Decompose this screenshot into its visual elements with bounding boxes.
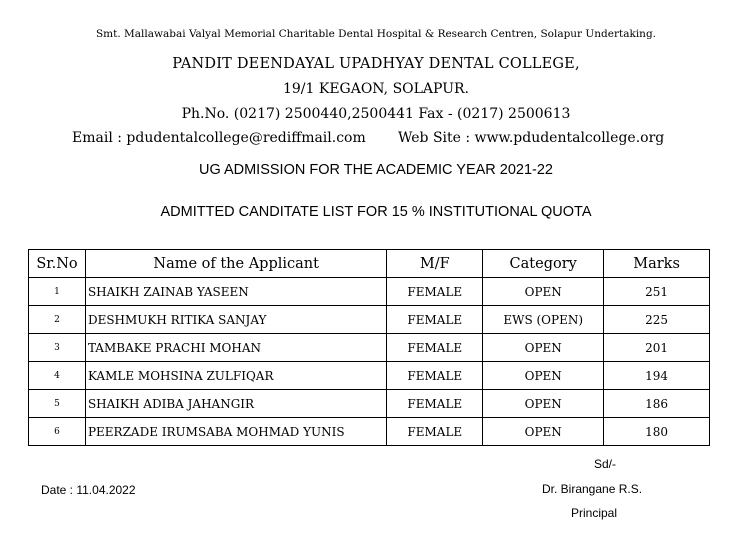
cell-gender: FEMALE	[387, 390, 483, 418]
signed-mark: Sd/-	[594, 457, 617, 471]
contact-website: Web Site : www.pdudentalcollege.org	[398, 130, 665, 146]
cell-category: OPEN	[483, 334, 604, 362]
document-subtitle: ADMITTED CANDITATE LIST FOR 15 % INSTITUTIONAL QUOTA	[160, 204, 592, 220]
cell-category: OPEN	[483, 418, 604, 446]
cell-applicant-name: PEERZADE IRUMSABA MOHMAD YUNIS	[85, 418, 386, 446]
header-marks: Marks	[604, 250, 710, 278]
cell-category: OPEN	[483, 390, 604, 418]
cell-applicant-name: SHAIKH ADIBA JAHANGIR	[85, 390, 386, 418]
cell-marks: 180	[604, 418, 710, 446]
contact-email: Email : pdudentalcollege@rediffmail.com	[72, 130, 366, 146]
cell-sr-no: 3	[29, 334, 86, 362]
signatory-title: Principal	[571, 506, 618, 520]
header-sr-no: Sr.No	[29, 250, 86, 278]
college-address: 19/1 KEGAON, SOLAPUR.	[282, 81, 470, 97]
cell-sr-no: 4	[29, 362, 86, 390]
table-row	[29, 278, 710, 306]
contact-phone-fax: Ph.No. (0217) 2500440,2500441 Fax - (0217) 2500613	[181, 106, 571, 122]
cell-sr-no: 5	[29, 390, 86, 418]
cell-gender: FEMALE	[387, 418, 483, 446]
cell-category: OPEN	[483, 362, 604, 390]
cell-marks: 186	[604, 390, 710, 418]
table-row	[29, 362, 710, 390]
cell-sr-no: 2	[29, 306, 86, 334]
cell-category: OPEN	[483, 278, 604, 306]
cell-gender: FEMALE	[387, 278, 483, 306]
cell-marks: 251	[604, 278, 710, 306]
cell-applicant-name: KAMLE MOHSINA ZULFIQAR	[85, 362, 386, 390]
organization-line: Smt. Mallawabai Valyal Memorial Charitable Dental Hospital & Research Centren, Solapur Undertaking.	[95, 28, 657, 40]
college-name: PANDIT DEENDAYAL UPADHYAY DENTAL COLLEGE,	[172, 56, 580, 72]
cell-marks: 194	[604, 362, 710, 390]
cell-marks: 201	[604, 334, 710, 362]
document-date: Date : 11.04.2022	[41, 483, 136, 497]
table-row	[29, 418, 710, 446]
cell-gender: FEMALE	[387, 334, 483, 362]
cell-sr-no: 1	[29, 278, 86, 306]
cell-marks: 225	[604, 306, 710, 334]
signatory-name: Dr. Birangane R.S.	[542, 482, 643, 496]
cell-gender: FEMALE	[387, 306, 483, 334]
header-applicant-name: Name of the Applicant	[85, 250, 386, 278]
header-gender: M/F	[387, 250, 483, 278]
table-row	[29, 390, 710, 418]
table-header-row	[29, 250, 710, 278]
document-title: UG ADMISSION FOR THE ACADEMIC YEAR 2021-22	[198, 162, 553, 178]
table-row	[29, 334, 710, 362]
table-row	[29, 306, 710, 334]
cell-applicant-name: DESHMUKH RITIKA SANJAY	[85, 306, 386, 334]
cell-applicant-name: TAMBAKE PRACHI MOHAN	[85, 334, 386, 362]
admitted-candidates-table	[28, 249, 710, 446]
cell-gender: FEMALE	[387, 362, 483, 390]
cell-category: EWS (OPEN)	[483, 306, 604, 334]
cell-sr-no: 6	[29, 418, 86, 446]
header-category: Category	[483, 250, 604, 278]
cell-applicant-name: SHAIKH ZAINAB YASEEN	[85, 278, 386, 306]
